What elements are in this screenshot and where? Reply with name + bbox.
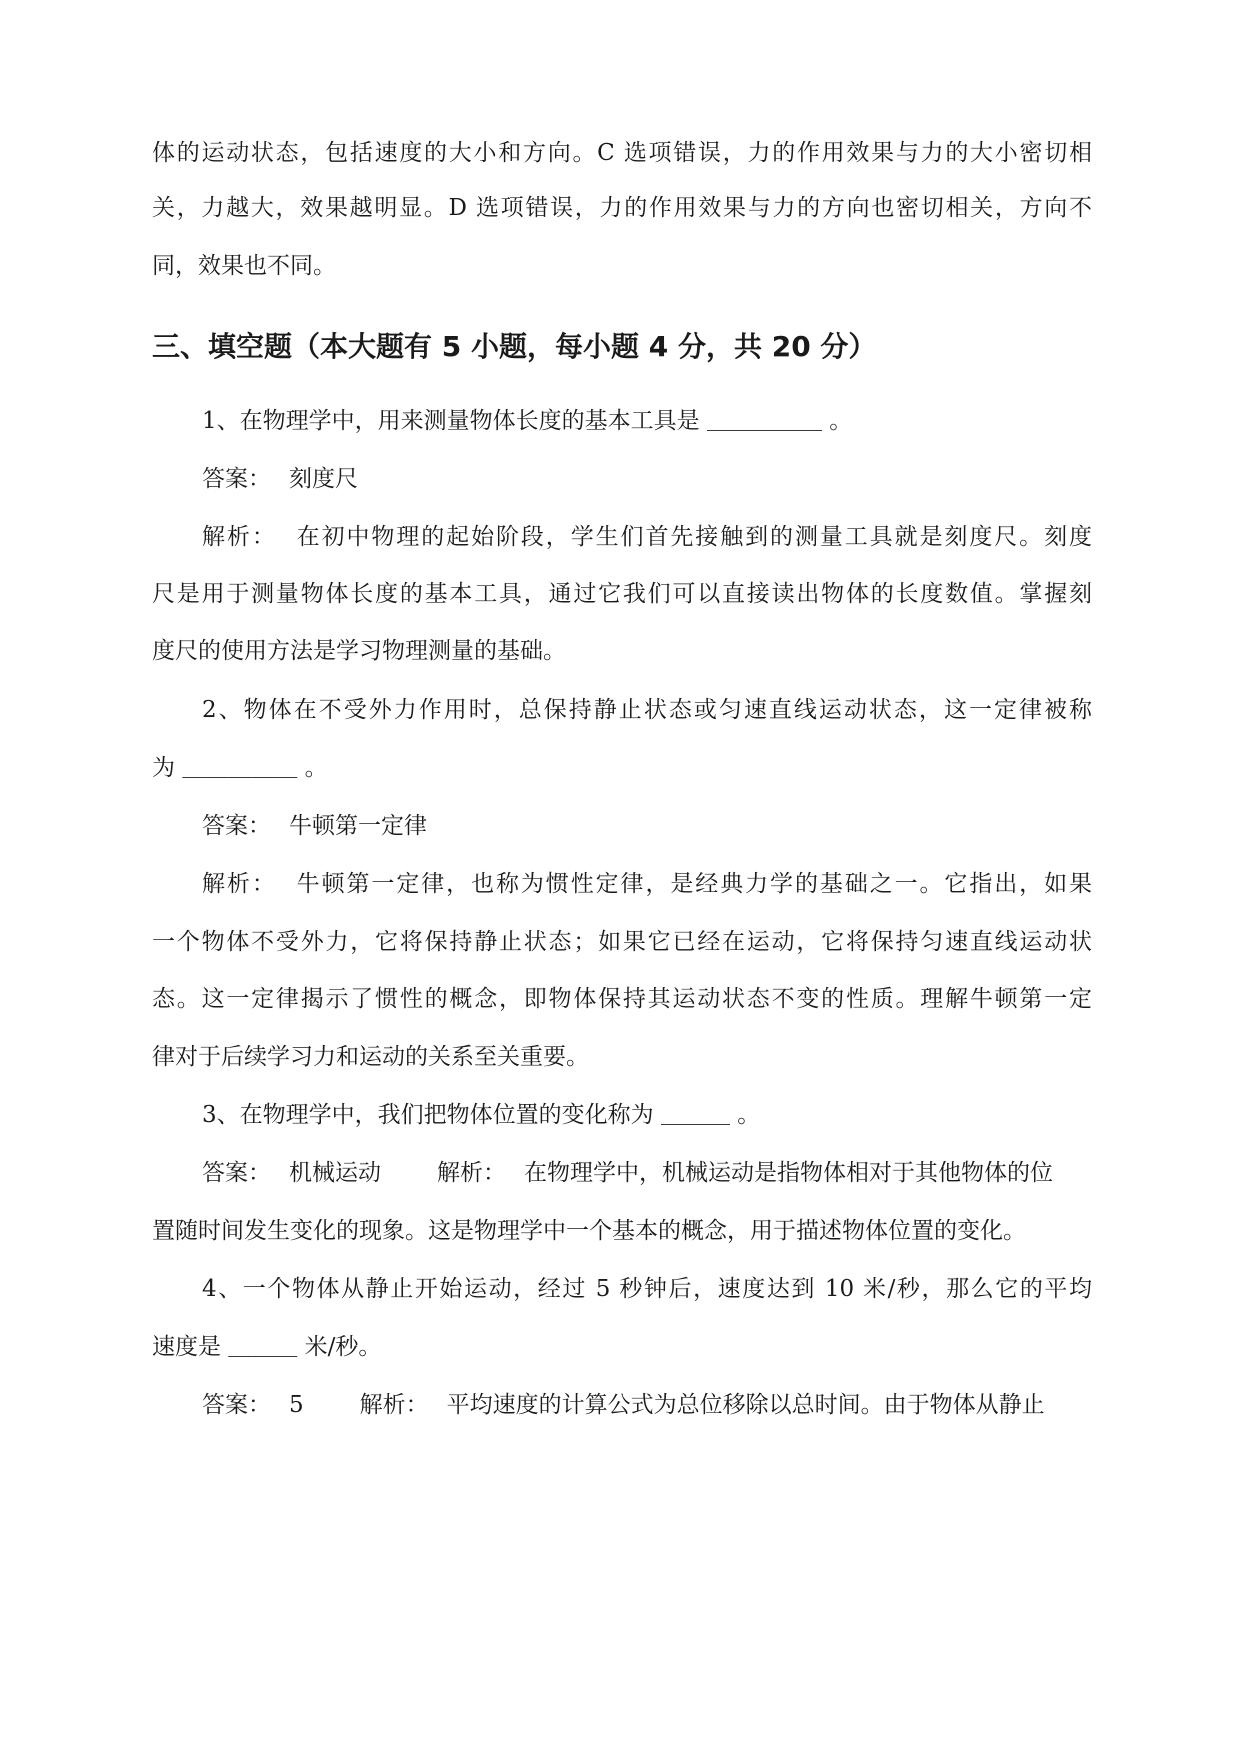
answer-label: 答案：	[202, 1160, 271, 1186]
analysis-2	[202, 867, 1092, 901]
question-1: 1、在物理学中，用来测量物体长度的基本工具是 ＿＿＿＿＿ 。	[202, 408, 853, 434]
answer-4	[202, 1388, 1092, 1422]
text-line: 同，效果也不同。	[152, 253, 336, 279]
answer-2	[202, 809, 1092, 843]
answer-value: 5	[289, 1392, 304, 1418]
text-line: 一个物体不受外力，它将保持静止状态；如果它已经在运动，它将保持匀速直线运动状	[152, 929, 1092, 955]
answer-1	[202, 462, 1092, 496]
section-title: 三、填空题（本大题有 5 小题，每小题 4 分，共 20 分）	[152, 330, 877, 363]
analysis-label: 解析：	[202, 524, 277, 550]
answer-label: 答案：	[202, 813, 271, 839]
question-4-cont: 速度是 ＿＿＿ 米/秒。	[152, 1334, 382, 1360]
question-3: 3、在物理学中，我们把物体位置的变化称为 ＿＿＿ 。	[202, 1102, 761, 1128]
answer-value: 牛顿第一定律	[289, 813, 427, 839]
analysis-text: 平均速度的计算公式为总位移除以总时间。由于物体从静止	[446, 1392, 1045, 1418]
text-line: 尺是用于测量物体长度的基本工具，通过它我们可以直接读出物体的长度数值。掌握刻	[152, 581, 1092, 607]
answer-label: 答案：	[202, 466, 271, 492]
answer-3	[202, 1156, 1092, 1190]
analysis-text: 牛顿第一定律，也称为惯性定律，是经典力学的基础之一。它指出，如果	[294, 871, 1092, 897]
answer-label: 答案：	[202, 1392, 271, 1418]
answer-value: 机械运动	[289, 1160, 381, 1186]
text-line: 律对于后续学习力和运动的关系至关重要。	[152, 1044, 589, 1070]
analysis-text: 在初中物理的起始阶段，学生们首先接触到的测量工具就是刻度尺。刻度	[294, 524, 1092, 550]
text-line: 体的运动状态，包括速度的大小和方向。C 选项错误，力的作用效果与力的大小密切相	[152, 140, 1092, 166]
analysis-text: 在物理学中，机械运动是指物体相对于其他物体的位	[524, 1160, 1053, 1186]
analysis-label: 解析：	[202, 871, 277, 897]
analysis-label: 解析：	[359, 1392, 429, 1418]
answer-value: 刻度尺	[289, 466, 358, 492]
text-line: 度尺的使用方法是学习物理测量的基础。	[152, 638, 566, 664]
text-line: 置随时间发生变化的现象。这是物理学中一个基本的概念，用于描述物体位置的变化。	[152, 1218, 1026, 1244]
analysis-1	[202, 520, 1092, 554]
question-2: 2、物体在不受外力作用时，总保持静止状态或匀速直线运动状态，这一定律被称	[202, 697, 1092, 723]
question-4: 4、一个物体从静止开始运动，经过 5 秒钟后，速度达到 10 米/秒，那么它的平均	[202, 1276, 1092, 1302]
question-2-cont: 为 ＿＿＿＿＿ 。	[152, 755, 328, 781]
text-line: 关，力越大，效果越明显。D 选项错误，力的作用效果与力的方向也密切相关，方向不	[152, 195, 1092, 221]
text-line: 态。这一定律揭示了惯性的概念，即物体保持其运动状态不变的性质。理解牛顿第一定	[152, 986, 1092, 1012]
analysis-label: 解析：	[437, 1160, 506, 1186]
